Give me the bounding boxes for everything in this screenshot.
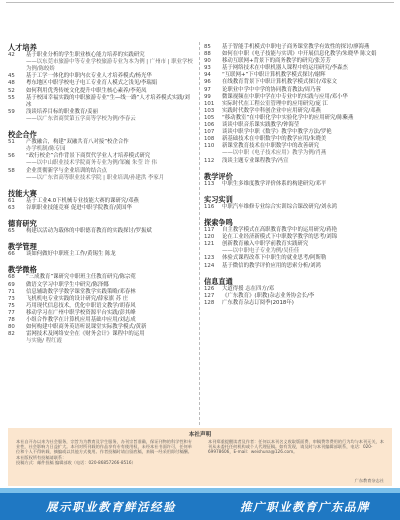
page-number: 113 [204, 180, 215, 187]
article-title: “三成教育”课研究中职班主任教育研究/陈宗菀 [26, 274, 136, 281]
article-title: 体验式课程改革下中职生的就业思考/阿斯勒 [222, 255, 327, 262]
section-gap [8, 258, 194, 263]
article-title: 基于校园幸福实践的中职旅游专业“生—线一路”人才培养模式实践/刘冰 [26, 94, 190, 108]
page-number: 78 [8, 317, 15, 323]
article-title: 论在工业经济新模式下中职数学教学的思考/刘锦 [222, 234, 338, 241]
page-number: 52 [8, 87, 15, 94]
article-title: 基于网络技术在中职机器人课程中的运用研究/李森杰 [222, 65, 348, 72]
page-number: 77 [8, 309, 15, 316]
page-number: 71 [8, 288, 15, 295]
article-title: 做语文学习中职学生中研究/陈泽娜 [26, 281, 109, 288]
page-number: 45 [8, 73, 15, 80]
toc-left-column [8, 44, 194, 350]
banner-slogan-right: 推广职业教育广东品牌 [240, 500, 370, 514]
page-number: 88 [204, 51, 211, 58]
article-title: 创新教育融入中职学前教育实践研究 [222, 241, 309, 248]
article-subtitle: ——以中山职业技术学院商务专业为例/邹巍 朱莹 许 伟 [26, 160, 157, 167]
toc-entry[interactable] [8, 289, 194, 296]
article-title: 信息辅助数学学数学课堂教学实践策略/邓春林 [26, 288, 136, 295]
page-number: 66 [8, 251, 15, 258]
toc-entry[interactable] [204, 79, 394, 86]
article-title: 基于职业分析的学生职业核心能力培养的实践研究 [26, 52, 145, 59]
article-subtitle: ——以中职电子专业为例/吴佳佳 [222, 248, 300, 255]
article-title: 在线教育背景下中职计算机教学模式探讨/邓家文 [222, 79, 338, 86]
page-number: 55 [8, 94, 15, 101]
article-title: 如何在中职《电子技能与实训》中开展信息化教学/朱晓华 陈文娟 [222, 51, 377, 58]
toc-entry[interactable] [8, 168, 194, 175]
page-number: 120 [204, 234, 215, 241]
article-title: 《广东教育》(职教)杂志业务协会长/李 [222, 292, 315, 299]
article-title: “政行校企”合作背景下商贸代学业人才培养模式研究 [26, 153, 151, 160]
page-number: 48 [8, 80, 15, 87]
article-title: 谈如何做好中职班主工作/黄锡生 陈龙 [26, 251, 116, 258]
toc-entry[interactable] [8, 95, 194, 109]
section-title: 人才培养 [8, 43, 37, 52]
article-subtitle: ——以广东省商贸第五学高等学校为例/李春云 [26, 115, 136, 122]
article-title: 飞机机电专业实践的设计研究/薛家旗 苏 庄 [26, 295, 129, 302]
page-number: 117 [204, 227, 215, 234]
page-number: 94 [204, 72, 211, 79]
page-number: 93 [204, 65, 211, 72]
banner-stripe [0, 488, 400, 493]
article-subtitle: 与实施/ 程红霞 [26, 338, 62, 345]
toc-entry[interactable] [204, 115, 394, 122]
article-title: 浅谈培养目标的职业教育/姜丽 [26, 108, 98, 115]
publisher-name: 广东教育杂志社 [354, 478, 384, 483]
toc-entry[interactable] [204, 94, 394, 101]
statement-heading: 本社声明 [188, 432, 212, 438]
article-title: 如何构建中职商务英语听说课堂实际教学模式/黄新 [26, 324, 147, 331]
publisher-statement-box [8, 428, 392, 486]
article-subtitle: 办学机制/陈专园 [26, 146, 66, 153]
page-number: 90 [204, 58, 211, 65]
section-gap [8, 212, 194, 217]
page-number: 127 [204, 292, 215, 299]
column-divider [199, 42, 200, 425]
page-number: 112 [204, 157, 215, 164]
toc-entry[interactable] [8, 80, 194, 87]
page-number: 73 [8, 295, 15, 302]
article-title: 中职生多维度教学评价体系的构建研究/邓平 [222, 180, 327, 187]
section-title: 教学评价 [204, 171, 233, 181]
article-title: 企业贯彻新学与企业培训的结合点 [26, 167, 107, 174]
toc-entry[interactable] [8, 205, 194, 212]
article-title: 新课堂教育技术在中职数学中的改善研究 [222, 143, 320, 150]
section-title: 校企合作 [8, 130, 37, 140]
page-number: 108 [204, 136, 215, 143]
article-title: 浅谈主题专业课程教学/冯宣 [222, 157, 289, 164]
article-title: 构建以活动为载体的中职德育教育的实践探讨/罗振斌 [26, 228, 152, 235]
toc-entry[interactable] [8, 310, 194, 317]
toc-entry[interactable] [8, 109, 194, 116]
article-title: 基于工业4.0下机械专业技能大赛的课研究/邓燕 [26, 197, 139, 204]
section-title: 信息直通 [204, 276, 233, 286]
article-title: 小组合作教学在计算机应用基础中应用/刘志成 [26, 317, 136, 323]
toc-entry[interactable] [8, 282, 194, 289]
section-gap [204, 188, 394, 193]
toc-right-column [204, 44, 394, 312]
page-number: 124 [204, 262, 215, 269]
section-gap [204, 307, 394, 312]
statement-left-text-2: 本社版权所有投稿请联系： [16, 454, 67, 460]
page-number: 85 [204, 44, 211, 50]
page-number: 59 [8, 108, 15, 115]
page-number: 97 [204, 86, 211, 93]
statement-left-text: 本社自开办以来为社会服务，宗旨为为教育及学生服务，办刊宗旨准确，保证刊物的科学性和专业性，社会影响力日益扩大。本刊对所刊载的作品享有专有使用权，未经本社书面许可，任何单位和个人不得转载、摘编或以其他方式使用。作者投稿时请自留底稿，来稿一经采用即付稿酬。 [16, 439, 192, 455]
section-gap [8, 182, 194, 187]
page-number: 75 [8, 302, 15, 309]
page-number: 51 [8, 139, 15, 146]
article-title: 巧用现代信息技术，优化中职语文教学/胡春风 [26, 302, 136, 309]
section-title: 教学微格 [8, 265, 37, 275]
section-title: 德育研究 [8, 218, 37, 228]
article-title: 微课视频在中职中学在中专业中的实践与应用/邓小华 [222, 93, 348, 100]
article-subtitle: ——以中职《电子技术应用》教学为例/肖燕 [222, 150, 327, 157]
toc-entry[interactable] [204, 181, 394, 188]
toc-entry[interactable] [8, 228, 194, 235]
section-gap [8, 345, 194, 350]
article-title: “互联网+”下中职计算机教学模式探讨/谢辉 [222, 72, 326, 79]
article-title: 自主教学模式在高职教育教学中的运用研究/蒋艳 [222, 227, 338, 234]
page-number: 126 [204, 285, 215, 292]
page-number: 69 [8, 281, 15, 288]
page-number: 58 [8, 167, 15, 174]
section-title: 教学管理 [8, 242, 37, 252]
toc-entry[interactable] [204, 263, 394, 270]
article-title: 基于工学一体化的中职内衣专业人才培养模式/杨光华 [26, 73, 152, 80]
statement-right-text: 本刊郑重提醒读者及作者：任何以本刊名义收取版面费、审稿费等费用的行为均与本刊无关，本刊从未委托任何机构或个人代理征稿。如有发现，请及时与本刊编辑部联系，电话：020-69978606，E-mail：weishuna@126.com。 [208, 439, 384, 455]
page-number: 121 [204, 241, 215, 248]
toc-entry[interactable] [204, 204, 394, 211]
toc-entry[interactable] [8, 296, 194, 303]
toc-entry[interactable] [8, 198, 194, 205]
toc-entry[interactable] [8, 274, 194, 281]
toc-entry[interactable] [8, 303, 194, 310]
toc-entry[interactable] [8, 251, 194, 258]
page-number: 61 [8, 197, 15, 204]
toc-entry[interactable] [204, 300, 394, 307]
article-title: 基于智能手机模式中职电子商务课堂教学有效性的探讨/廖海燕 [222, 44, 370, 50]
article-title: 论职业中学中中学的协同教育教法/周乃蓉 [222, 86, 321, 93]
section-title: 技能大赛 [8, 188, 37, 198]
article-title: 谷职职业技能竞赛 促进中职学院教育/黄国华 [26, 204, 132, 211]
article-title: 基于微信的教学评价应用的思索分析/刘鸿 [222, 262, 321, 269]
page-number: 106 [204, 122, 215, 129]
banner-slogan-left: 展示职业教育鲜活经验 [46, 500, 176, 514]
article-title: 雷网技术及网络安全在《财务会计》课程中的运用 [26, 331, 145, 338]
page-number: 80 [8, 324, 15, 331]
footer-banner [0, 488, 400, 520]
article-title: 广东教育杂志订阅季(2018年) [222, 299, 294, 306]
toc-entry[interactable] [204, 286, 394, 293]
top-rule [6, 2, 394, 3]
section-title: 实习实训 [204, 194, 233, 204]
page-number: 128 [204, 299, 215, 306]
article-title: 实践时代数学中科创企业中应用研究/邓燕 [222, 107, 321, 114]
toc-entry[interactable] [204, 87, 394, 94]
article-title: 中职汽车维修专业综合实训综合课改研究/刘永鸿 [222, 203, 338, 210]
article-title: 新基础技术在中职数学中的教学应用/朱晓美 [222, 136, 327, 143]
page-number: 101 [204, 100, 215, 107]
page-number: 123 [204, 255, 215, 262]
page-number: 105 [204, 114, 215, 121]
section-gap [204, 165, 394, 170]
page-number: 96 [204, 79, 211, 86]
page-number: 103 [204, 107, 215, 114]
page-number: 56 [8, 153, 15, 160]
section-gap [204, 270, 394, 275]
page-number: 107 [204, 129, 215, 136]
article-title: 大道得援 志在四方/邓 [222, 285, 275, 292]
article-title: 实际时代在工程公室管理中的应用研究/庞 江 [222, 100, 328, 107]
page-number: 99 [204, 93, 211, 100]
page-number: 110 [204, 143, 215, 150]
toc-entry[interactable] [204, 101, 394, 108]
toc-entry[interactable] [204, 108, 394, 115]
page-number: 82 [8, 331, 15, 338]
article-title: 粤东地区中职学校电子电工专业育人模式之浅见/李瑞娟 [26, 80, 158, 87]
section-gap [204, 211, 394, 216]
section-gap [8, 123, 194, 128]
page-number: 68 [8, 274, 15, 281]
article-title: 谈谈中职音乐课实践教学/钟海莹 [222, 122, 300, 129]
toc-entry[interactable] [204, 293, 394, 300]
article-title: 谈谈中职学中职《数学》教学中教学方法/罗艳 [222, 129, 332, 136]
statement-left-text-3: 投稿方式：邮件投稿 编辑部收（电话：020-86857266-8516） [16, 459, 136, 465]
article-title: 产教融合，构建“双融共育八对接”校企合作 [26, 139, 129, 146]
section-title: 探索争鸣 [204, 217, 233, 227]
article-subtitle: ——以东莞市旅游中等专业学校旅游专业为本为例 | 广州市 | 职业学校为例/陈皎娇 [26, 59, 193, 73]
article-subtitle: ——以广东省高等职业技术学院 | 职业培训/孙建洪 李家月 [26, 174, 165, 181]
article-title: 如何利用优秀传统文化提升中职生核心素养/李苑凤 [26, 87, 147, 94]
toc-entry[interactable] [204, 158, 394, 165]
page-number: 116 [204, 203, 215, 210]
page-number: 63 [8, 204, 15, 211]
toc-entry[interactable] [204, 255, 394, 262]
article-title: 移动互联网+背景下的商务教学的研究/张芳芳 [222, 58, 331, 65]
article-title: 移动学习在广州中职学校资源平台实践/彭其峰 [26, 309, 136, 316]
article-title: “移动教室”在中职化学中实验化学中的应用研究/陈紫燕 [222, 114, 354, 121]
page-number: 42 [8, 52, 15, 59]
section-gap [8, 235, 194, 240]
toc-entry[interactable] [8, 88, 194, 95]
page-number: 65 [8, 228, 15, 235]
